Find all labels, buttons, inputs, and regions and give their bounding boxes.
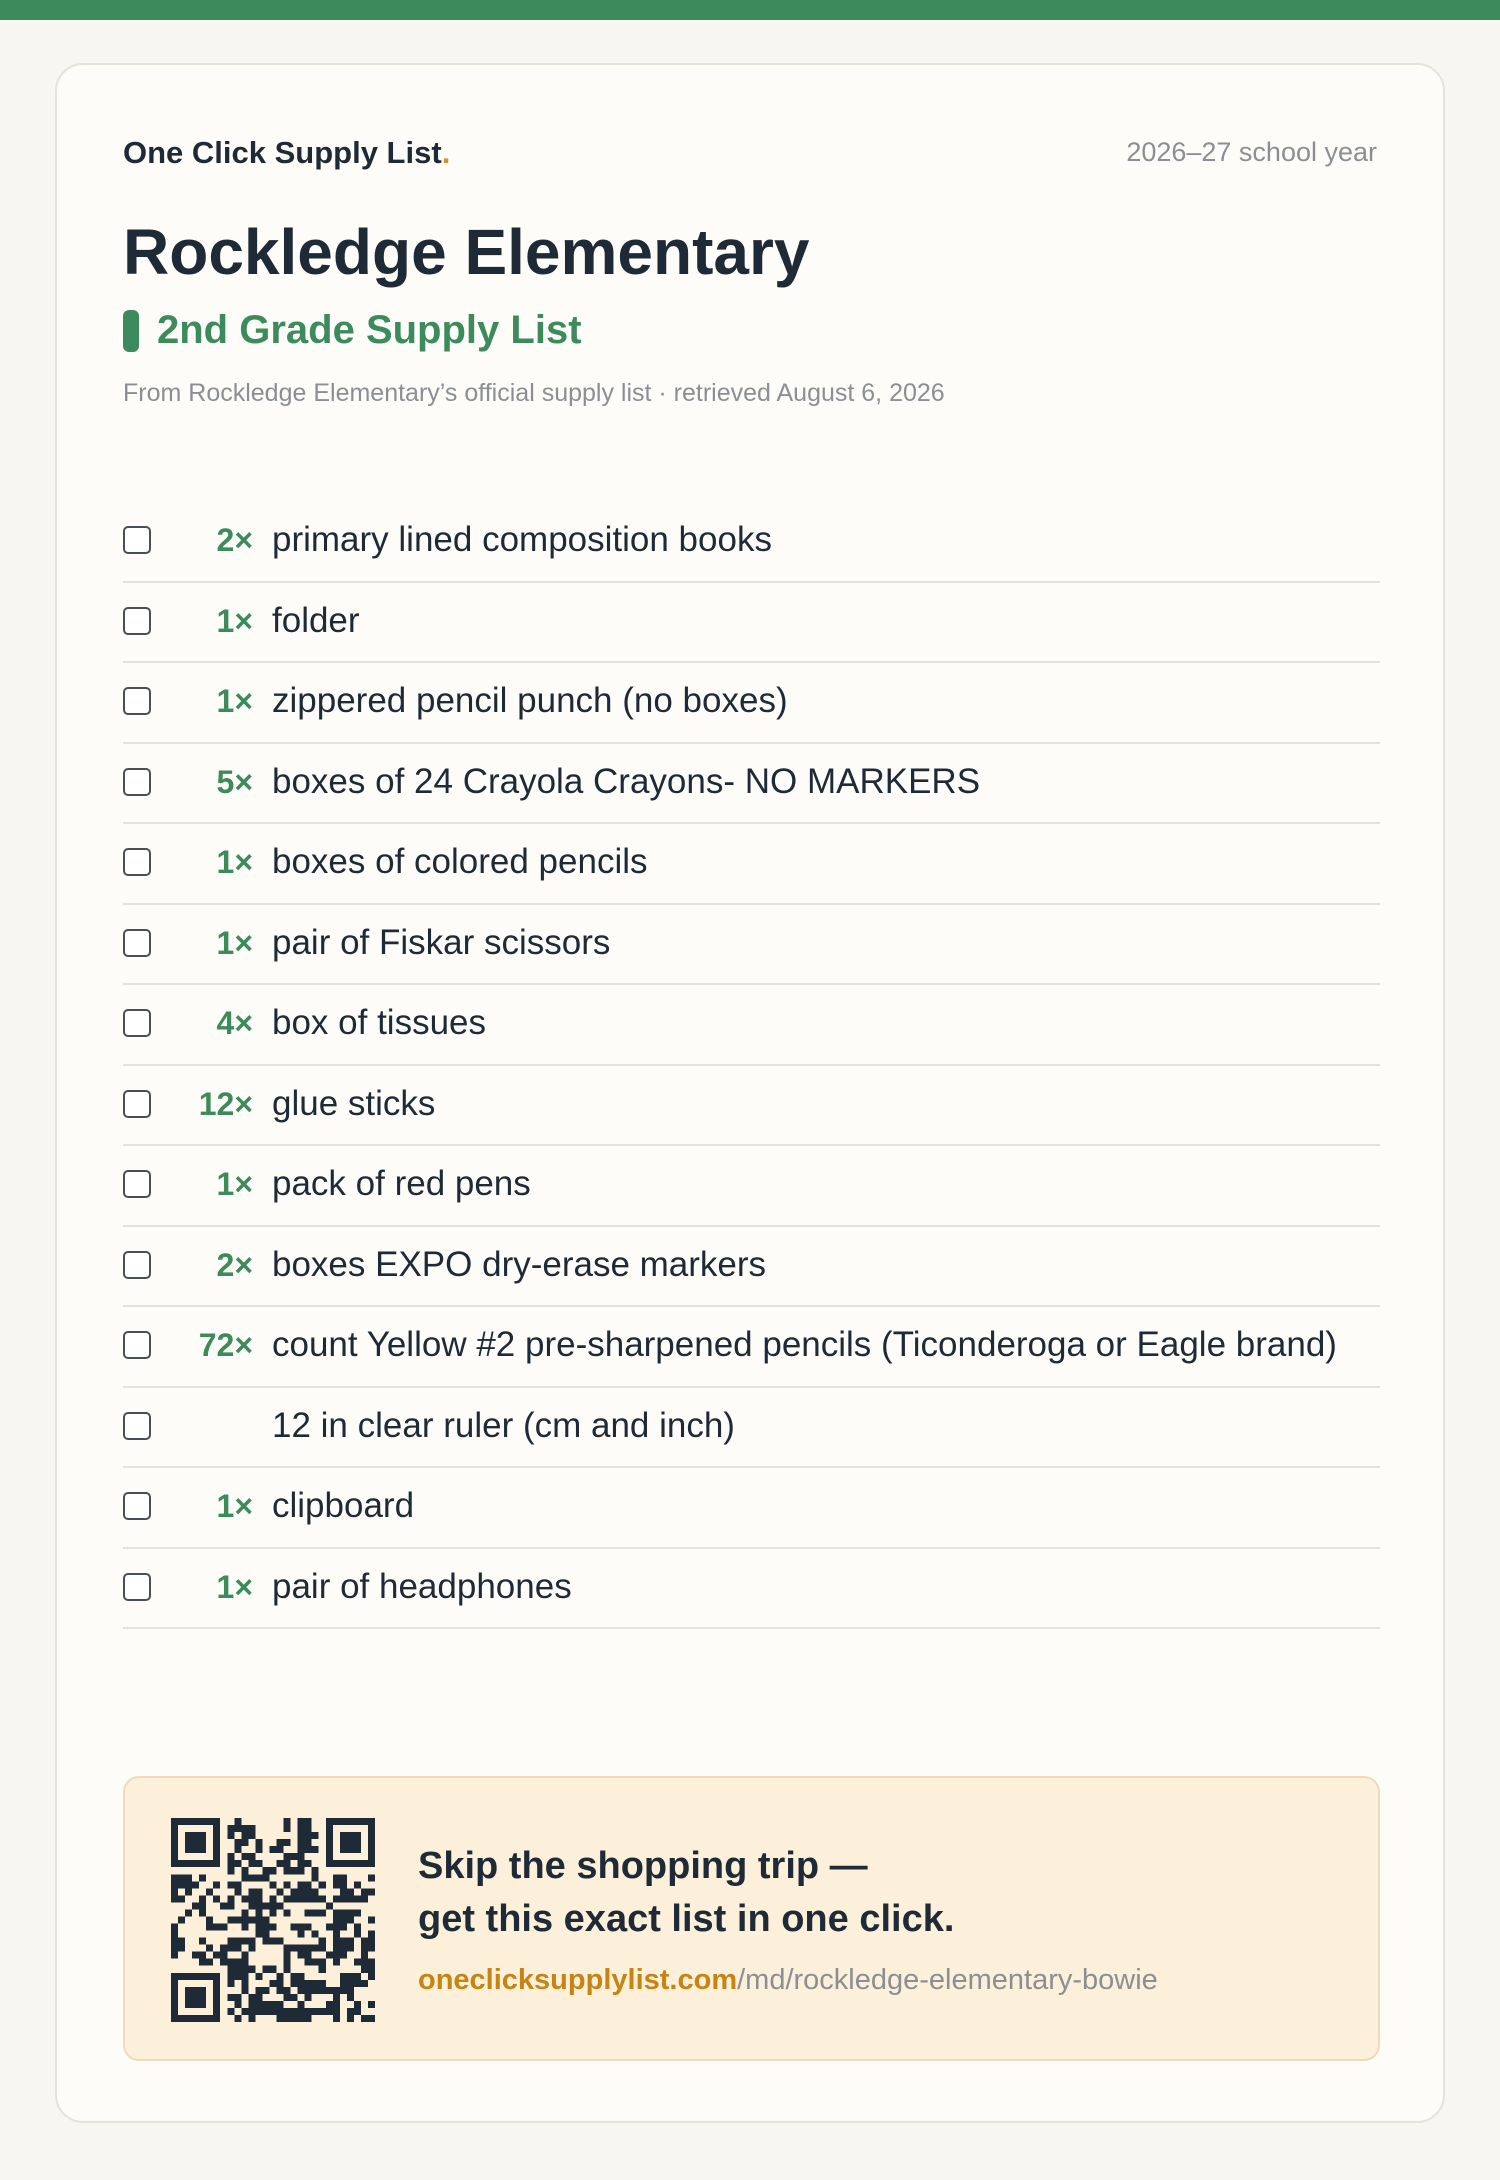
item-name: boxes of 24 Crayola Crayons- NO MARKERS [272,761,981,801]
item-checkbox[interactable] [123,526,151,554]
item-checkbox[interactable] [123,1412,151,1440]
item-checkbox[interactable] [123,1090,151,1118]
school-name: Rockledge Elementary [123,216,810,288]
item-name: boxes of colored pencils [272,842,648,881]
promo-banner [123,1776,1380,2061]
supply-item[interactable] [123,663,1380,744]
item-checkbox[interactable] [123,607,151,635]
promo-link[interactable] [418,1964,1158,1997]
brand-logo[interactable]: One Click Supply List. [123,135,451,170]
supply-item[interactable] [123,1227,1380,1308]
item-name: pack of red pens [272,1164,531,1203]
item-quantity: 1× [216,1488,253,1524]
promo-title [418,1840,954,1946]
item-quantity: 1× [216,1568,253,1605]
supply-item[interactable] [123,824,1380,905]
promo-link-path: /md/rockledge-elementary-bowie [737,1964,1158,1996]
grade-title: 2nd Grade Supply List [157,308,582,352]
item-quantity: 12× [198,1085,253,1122]
item-quantity: 72× [198,1327,253,1363]
brand-dot: . [441,135,451,170]
supply-list [123,502,1380,1629]
item-name: count Yellow #2 pre-sharpened pencils (Ticonderoga or Eagle brand) [272,1325,1337,1364]
supply-item[interactable] [123,1307,1380,1388]
item-name: primary lined composition books [272,520,772,559]
supply-item[interactable] [123,1549,1380,1630]
supply-item[interactable] [123,905,1380,986]
supply-item[interactable] [123,502,1380,583]
supply-item[interactable] [123,744,1380,825]
item-checkbox[interactable] [123,929,151,957]
item-quantity: 5× [216,763,253,800]
item-quantity: 1× [216,1166,253,1202]
item-checkbox[interactable] [123,687,151,715]
source-note: From Rockledge Elementary’s official supply list · retrieved August 6, 2026 [123,379,945,407]
item-quantity: 1× [216,683,253,719]
supply-item[interactable] [123,1146,1380,1227]
item-checkbox[interactable] [123,1492,151,1520]
item-checkbox[interactable] [123,1170,151,1198]
supply-item[interactable] [123,985,1380,1066]
item-checkbox[interactable] [123,768,151,796]
grade-heading [123,308,582,353]
top-accent-bar [0,0,1500,20]
item-quantity: 1× [216,602,253,639]
item-checkbox[interactable] [123,1573,151,1601]
item-name: pair of headphones [272,1566,572,1606]
item-quantity: 2× [216,1246,253,1283]
item-name: zippered pencil punch (no boxes) [272,681,788,720]
supply-item[interactable] [123,1066,1380,1147]
supply-item[interactable] [123,1468,1380,1549]
promo-title-line-1: Skip the shopping trip — [418,1845,868,1887]
qr-code-icon[interactable] [171,1818,375,2022]
school-year: 2026–27 school year [1126,137,1377,167]
supply-list-card [55,63,1445,2123]
item-name: clipboard [272,1486,415,1525]
promo-link-domain: oneclicksupplylist.com [418,1964,738,1996]
item-name: glue sticks [272,1083,436,1123]
item-quantity: 1× [216,924,253,961]
supply-item[interactable] [123,1388,1380,1469]
item-name: pair of Fiskar scissors [272,922,611,962]
item-name: boxes EXPO dry-erase markers [272,1244,767,1284]
item-quantity: 4× [216,1005,253,1041]
supply-item[interactable] [123,583,1380,664]
item-name: box of tissues [272,1003,486,1042]
item-quantity: 2× [216,522,253,558]
item-checkbox[interactable] [123,1009,151,1037]
grade-accent-bar [123,310,139,352]
item-quantity: 1× [216,844,253,880]
item-checkbox[interactable] [123,1251,151,1279]
promo-title-line-2: get this exact list in one click. [418,1898,955,1940]
item-checkbox[interactable] [123,1331,151,1359]
item-name: folder [272,600,360,640]
item-checkbox[interactable] [123,848,151,876]
item-name: 12 in clear ruler (cm and inch) [272,1405,735,1445]
